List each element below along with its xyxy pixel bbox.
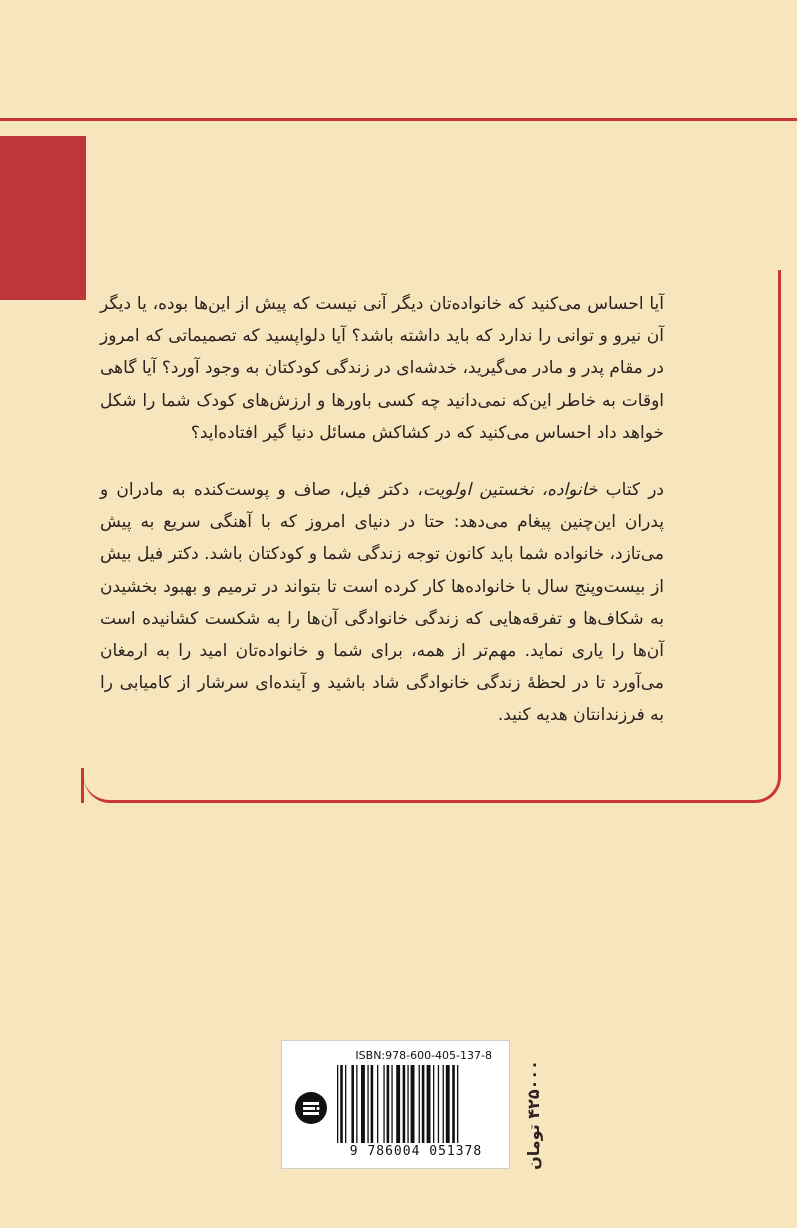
barcode-box — [281, 1040, 510, 1169]
price-label: ۴۲۵۰۰۰ تومان — [524, 1060, 543, 1170]
blurb-paragraph-2 — [100, 474, 664, 732]
top-red-rule — [0, 118, 797, 121]
paragraph-2-rest: ، دکتر فیل، صاف و پوست‌کنده به مادران و پدران این‌چنین پیغام می‌دهد: حتا در دنیای امروز که با آهنگی سریع به پیش می‌تازد، خانواده شما باید کانون توجه زندگی شما و کودکتان باشد. دکتر فیل بیش از بیست‌وپنج سال با خانواده‌ها کار کرده است تا بتواند در ترمیم و بهبود بخشیدن به شکاف‌ها و تفرقه‌هایی که زندگی خانوادگی آن‌ها را به شکست کشانیده است آن‌ها را یاری نماید. مهم‌تر از همه، برای شما و خانواده‌تان امید را به ارمغان می‌آورد تا در لحظهٔ زندگی خانوادگی شاد باشید و آینده‌ای سرشار از کامیابی را به فرزندانتان هدیه کنید. — [100, 480, 664, 726]
barcode-bars — [337, 1065, 497, 1145]
barcode-digits: 9 786004 051378 — [349, 1144, 483, 1159]
book-title: خانواده، نخستین اولویت — [422, 480, 598, 501]
isbn-label: ISBN:978-600-405-137-8 — [355, 1049, 492, 1062]
blurb-paragraph-1: آیا احساس می‌کنید که خانواده‌تان دیگر آنی نیست که پیش از این‌ها بوده، یا دیگر آن نیرو و توانی را ندارد که باید داشته باشد؟ آیا دلواپسید که تصمیماتی که امروز در مقام پدر و مادر می‌گیرید، خدشه‌ای در زندگی کودکتان به وجود آورد؟ آیا گاهی اوقات به خاطر این‌که نمی‌دانید چه کسی باورها و ارزش‌های کودک شما را شکل خواهد داد احساس می‌کنید که در کشاکش مسائل دنیا گیر افتاده‌اید؟ — [100, 294, 664, 443]
paragraph-2-lead: در کتاب — [597, 480, 664, 501]
publisher-logo-icon — [294, 1091, 328, 1125]
red-accent-block — [0, 136, 86, 300]
blurb-text — [100, 288, 664, 732]
